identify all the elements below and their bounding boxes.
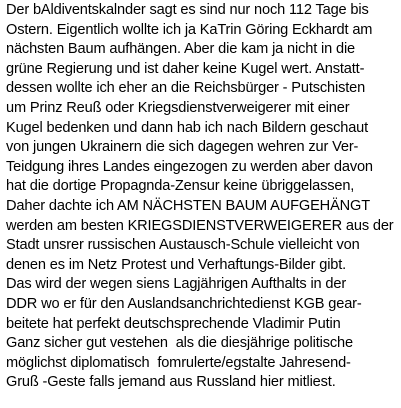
text-line: Teidgung ihres Landes eingezogen zu werden aber davon xyxy=(6,158,373,175)
text-line: nächsten Baum aufhängen. Aber die kam ja nicht in die xyxy=(6,41,356,58)
text-line: Ganz sicher gut vestehen als die diesjährige politische xyxy=(6,335,353,352)
text-line: Das wird der wegen siens Lagjährigen Aufthalts in der xyxy=(6,276,347,293)
text-line: Gruß -Geste falls jemand aus Russland hier mitliest. xyxy=(6,374,336,391)
text-line: Daher dachte ich AM NÄCHSTEN BAUM AUFGEHÄNGT xyxy=(6,197,371,214)
text-line: werden am besten KRIEGSDIENSTVERWEIGERER aus der xyxy=(6,217,394,234)
text-line: grüne Regierung und ist daher keine Kugel wert. Anstatt- xyxy=(6,60,365,77)
text-line: Stadt unsrer russischen Austausch-Schule vielleicht von xyxy=(6,237,360,254)
text-document xyxy=(6,1,398,405)
text-line: denen es im Netz Protest und Verhaftungs-Bilder gibt. xyxy=(6,256,347,273)
text-line: Ostern. Eigentlich wollte ich ja KaTrin Göring Eckhardt am xyxy=(6,21,373,38)
text-line: dessen wollte ich eher an die Reichsbürger - Putschisten xyxy=(6,80,366,97)
text-line: Der bAldiventskalnder sagt es sind nur noch 112 Tage bis xyxy=(6,2,369,18)
text-line: möglichst diplomatisch fomrulerte/egstalte Jahresend- xyxy=(6,354,351,371)
text-line: DDR wo er für den Auslandsanchrichtedienst KGB gear- xyxy=(6,295,362,312)
text-line: beitete hat perfekt deutschsprechende Vladimir Putin xyxy=(6,315,341,332)
text-line: hat die dortige Propagnda-Zensur keine übriggelassen, xyxy=(6,178,355,195)
text-line: von jungen Ukrainern die sich dagegen wehren zur Ver- xyxy=(6,139,359,156)
text-line: Kugel bedenken und dann hab ich nach Bildern geschaut xyxy=(6,119,369,136)
text-line: um Prinz Reuß oder Kriegsdienstverweigerer mit einer xyxy=(6,99,350,116)
